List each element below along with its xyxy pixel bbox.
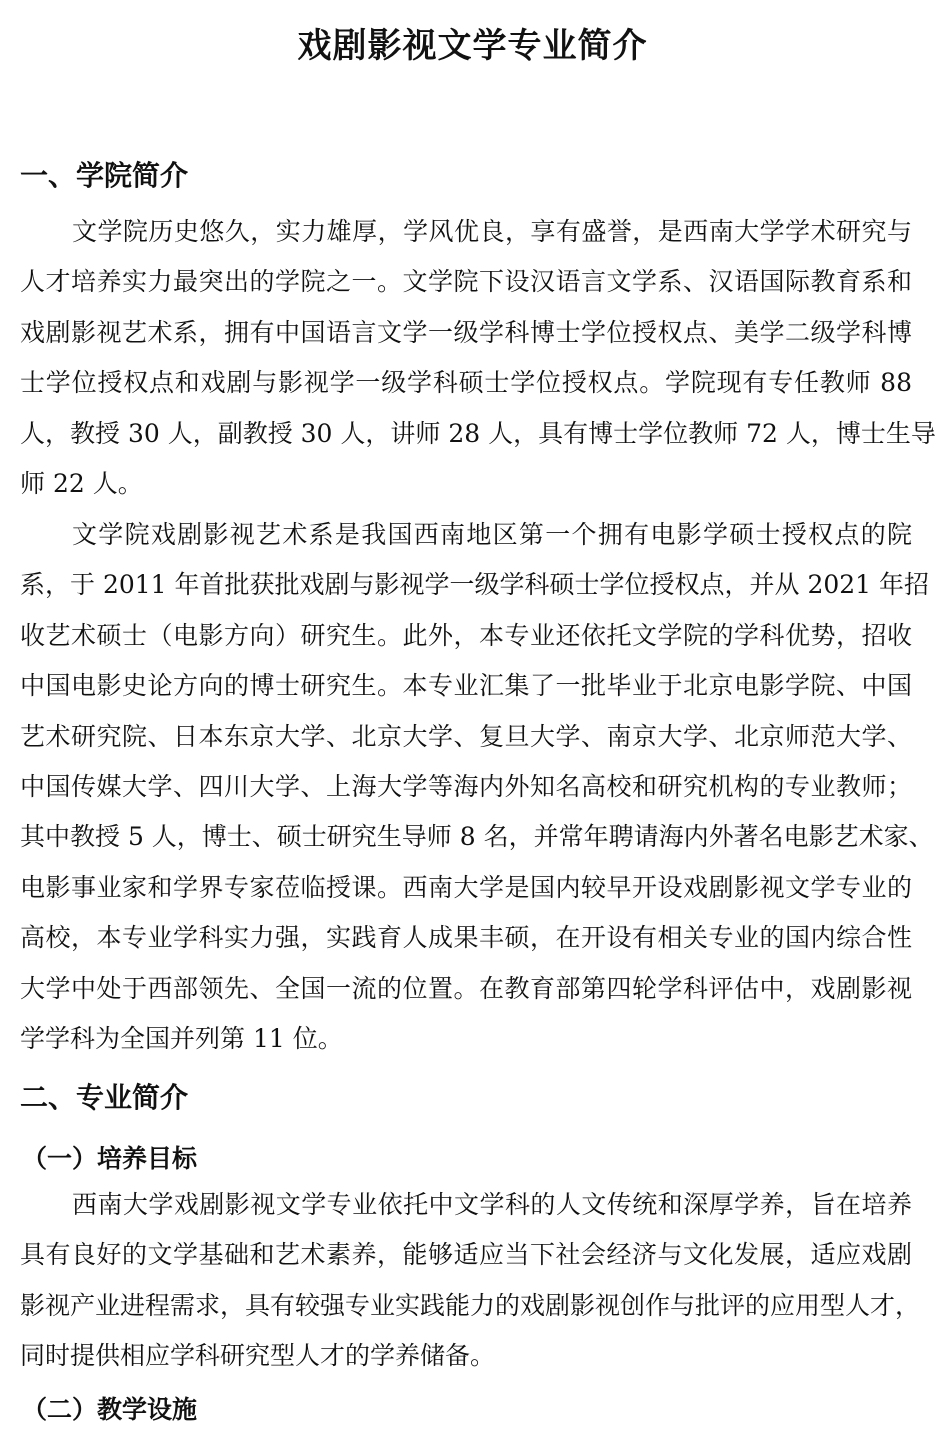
text-line: 学学科为全国并列第 11 位。 (20, 1023, 343, 1053)
text-line: 中国传媒大学、四川大学、上海大学等海内外知名高校和研究机构的专业教师； (20, 771, 912, 801)
subheading-teaching-facilities: （二）教学设施 (22, 1395, 198, 1424)
text-line: 人才培养实力最突出的学院之一。文学院下设汉语言文学系、汉语国际教育系和 (20, 267, 912, 297)
text-line: 西南大学戏剧影视文学专业依托中文学科的人文传统和深厚学养，旨在培养 (72, 1190, 912, 1219)
text-line: 系，于 2011 年首批获批戏剧与影视学一级学科硕士学位授权点，并从 2021 年招 (20, 570, 930, 600)
paragraph-drama-dept (20, 510, 934, 1064)
text-line: 同时提供相应学科研究型人才的学养储备。 (20, 1341, 496, 1371)
text-line: 文学院历史悠久，实力雄厚，学风优良，享有盛誉，是西南大学学术研究与 (72, 217, 912, 246)
subheading-training-goals: （一）培养目标 (22, 1144, 198, 1173)
text-line: 士学位授权点和戏剧与影视学一级学科硕士学位授权点。学院现有专任教师 88 (20, 368, 912, 398)
text-line: 艺术研究院、日本东京大学、北京大学、复旦大学、南京大学、北京师范大学、 (20, 721, 912, 751)
text-line: 高校，本专业学科实力强，实践育人成果丰硕，在开设有相关专业的国内综合性 (20, 923, 912, 953)
text-line: 收艺术硕士（电影方向）研究生。此外，本专业还依托文学院的学科优势，招收 (20, 620, 912, 650)
text-line: 人，教授 30 人，副教授 30 人，讲师 28 人，具有博士学位教师 72 人，博士生导 (20, 418, 936, 448)
text-line: 电影事业家和学界专家莅临授课。西南大学是国内较早开设戏剧影视文学专业的 (20, 872, 912, 902)
text-line: 文学院戏剧影视艺术系是我国西南地区第一个拥有电影学硕士授权点的院 (72, 520, 912, 549)
text-line: 戏剧影视艺术系，拥有中国语言文学一级学科博士学位授权点、美学二级学科博 (20, 317, 912, 347)
paragraph-college-intro (20, 207, 936, 509)
text-line: 具有良好的文学基础和艺术素养，能够适应当下社会经济与文化发展，适应戏剧 (20, 1240, 912, 1270)
document-title: 戏剧影视文学专业简介 (297, 26, 648, 66)
section-heading-college: 一、学院简介 (20, 159, 189, 192)
text-line: 其中教授 5 人，博士、硕士研究生导师 8 名，并常年聘请海内外著名电影艺术家、 (20, 822, 934, 852)
text-line: 影视产业进程需求，具有较强专业实践能力的戏剧影视创作与批评的应用型人才， (20, 1290, 921, 1320)
paragraph-training-goals (20, 1180, 921, 1382)
section-heading-major: 二、专业简介 (20, 1081, 189, 1114)
text-line: 大学中处于西部领先、全国一流的位置。在教育部第四轮学科评估中，戏剧影视 (20, 973, 912, 1003)
text-line: 中国电影史论方向的博士研究生。本专业汇集了一批毕业于北京电影学院、中国 (20, 671, 912, 701)
text-line: 师 22 人。 (20, 468, 143, 498)
